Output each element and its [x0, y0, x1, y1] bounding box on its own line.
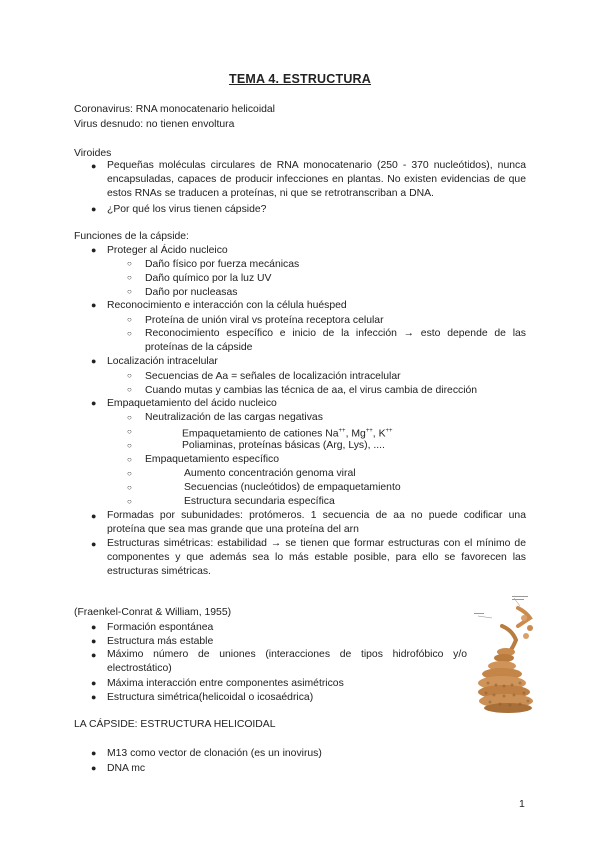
- fraenkel-item-3: Máximo número de uniones (interacciones de tipos hidrofóbico y/o electrostático): [107, 649, 467, 674]
- intro-line-virus-desnudo: Virus desnudo: no tienen envoltura: [74, 119, 235, 130]
- helicoidal-item-1: M13 como vector de clonación (es un inovirus): [107, 748, 322, 759]
- fraenkel-item-2: Estructura más estable: [107, 636, 214, 647]
- circle-bullet-icon: ○: [127, 273, 132, 282]
- cationes-text: Empaquetamiento de cationes Na: [182, 428, 339, 440]
- funcion-subunidades: Formadas por subunidades: protómeros. 1 secuencia de aa no puede codificar una proteína que sea mas grande que una proteína del arn: [107, 510, 526, 535]
- bullet-icon: ●: [91, 539, 97, 549]
- bullet-icon: ●: [91, 763, 97, 773]
- fraenkel-item-4: Máxima interacción entre componentes asimétricos: [107, 678, 344, 689]
- funcion-empaquetamiento: Empaquetamiento del ácido nucleico: [107, 398, 277, 409]
- funcion-reconocimiento: Reconocimiento e interacción con la célula huésped: [107, 300, 347, 311]
- circle-bullet-icon: ○: [127, 385, 132, 394]
- bullet-icon: ●: [91, 300, 97, 310]
- circle-bullet-icon: ○: [127, 497, 132, 506]
- charge-sup: ++: [365, 428, 373, 434]
- funciones-heading: Funciones de la cápside:: [74, 231, 189, 242]
- bullet-icon: ●: [91, 245, 97, 255]
- bullet-icon: ●: [91, 511, 97, 521]
- bullet-icon: ●: [91, 650, 97, 660]
- empaq-especifico: Empaquetamiento específico: [145, 454, 280, 465]
- bullet-icon: ●: [91, 692, 97, 702]
- circle-bullet-icon: ○: [127, 413, 132, 422]
- circle-bullet-icon: ○: [127, 441, 132, 450]
- helicoidal-item-2: DNA mc: [107, 763, 146, 774]
- bullet-icon: ●: [91, 398, 97, 408]
- localizacion-sub-2: Cuando mutas y cambias las técnica de aa, el virus cambia de dirección: [145, 385, 478, 396]
- bullet-icon: ●: [91, 204, 97, 214]
- reconocimiento-sub-2: Reconocimiento específico e inicio de la infección → esto depende de las proteínas de la cápside: [145, 328, 526, 353]
- bullet-icon: ●: [91, 622, 97, 632]
- proteger-sub-3: Daño por nucleasas: [145, 287, 238, 298]
- viroides-item-2: ¿Por qué los virus tienen cápside?: [107, 204, 267, 215]
- proteger-sub-1: Daño físico por fuerza mecánicas: [145, 259, 300, 270]
- circle-bullet-icon: ○: [127, 371, 132, 380]
- bullet-icon: ●: [91, 748, 97, 758]
- cationes-text: , Mg: [345, 428, 366, 440]
- proteger-sub-2: Daño químico por la luz UV: [145, 273, 272, 284]
- page-title: TEMA 4. ESTRUCTURA: [228, 72, 372, 86]
- circle-bullet-icon: ○: [127, 287, 132, 296]
- fraenkel-item-5: Estructura simétrica(helicoidal o icosaédrica): [107, 692, 314, 703]
- circle-bullet-icon: ○: [127, 329, 132, 338]
- charge-sup: ++: [338, 428, 346, 434]
- page-number: 1: [519, 798, 525, 810]
- empaq-aumento: Aumento concentración genoma viral: [184, 468, 356, 479]
- intro-line-coronavirus: Coronavirus: RNA monocatenario helicoidal: [74, 104, 275, 115]
- viroides-heading: Viroides: [74, 148, 112, 159]
- reconocimiento-sub-1: Proteína de unión viral vs proteína receptora celular: [145, 315, 384, 326]
- empaq-poliaminas: Poliaminas, proteínas básicas (Arg, Lys), ....: [182, 440, 385, 451]
- fraenkel-item-1: Formación espontánea: [107, 622, 214, 633]
- fraenkel-citation: (Fraenkel-Conrat & William, 1955): [74, 607, 232, 618]
- funcion-localizacion: Localización intracelular: [107, 356, 218, 367]
- viroides-item-1: Pequeñas moléculas circulares de RNA monocatenario (250 - 370 nucleótidos), nunca encapsuladas, capaces de producir infecciones en plantas. No existen evidencias de que estos RNAs se traducen a proteínas, ni que se retrotranscriban a DNA.: [107, 160, 526, 199]
- circle-bullet-icon: ○: [127, 455, 132, 464]
- cationes-text: , K: [372, 428, 386, 440]
- bullet-icon: ●: [91, 636, 97, 646]
- charge-sup: ++: [385, 428, 393, 434]
- bullet-icon: ●: [91, 356, 97, 366]
- funcion-simetricas: Estructuras simétricas: estabilidad → se tienen que formar estructuras con el mínimo de componentes y que además sea lo más estable posible, para ello se favorecen las estructuras simétricas.: [107, 538, 526, 577]
- circle-bullet-icon: ○: [127, 259, 132, 268]
- funcion-proteger: Proteger al Ácido nucleico: [107, 245, 228, 256]
- circle-bullet-icon: ○: [127, 469, 132, 478]
- bullet-icon: ●: [91, 678, 97, 688]
- empaq-secuencias: Secuencias (nucleótidos) de empaquetamiento: [184, 482, 401, 493]
- empaq-neutralizacion: Neutralización de las cargas negativas: [145, 412, 323, 423]
- circle-bullet-icon: ○: [127, 427, 132, 436]
- circle-bullet-icon: ○: [127, 315, 132, 324]
- circle-bullet-icon: ○: [127, 483, 132, 492]
- helical-capsid-figure: [474, 596, 544, 714]
- bullet-icon: ●: [91, 161, 97, 171]
- helicoidal-heading: LA CÁPSIDE: ESTRUCTURA HELICOIDAL: [74, 719, 276, 730]
- empaq-estructura: Estructura secundaria específica: [184, 496, 335, 507]
- localizacion-sub-1: Secuencias de Aa = señales de localización intracelular: [145, 371, 401, 382]
